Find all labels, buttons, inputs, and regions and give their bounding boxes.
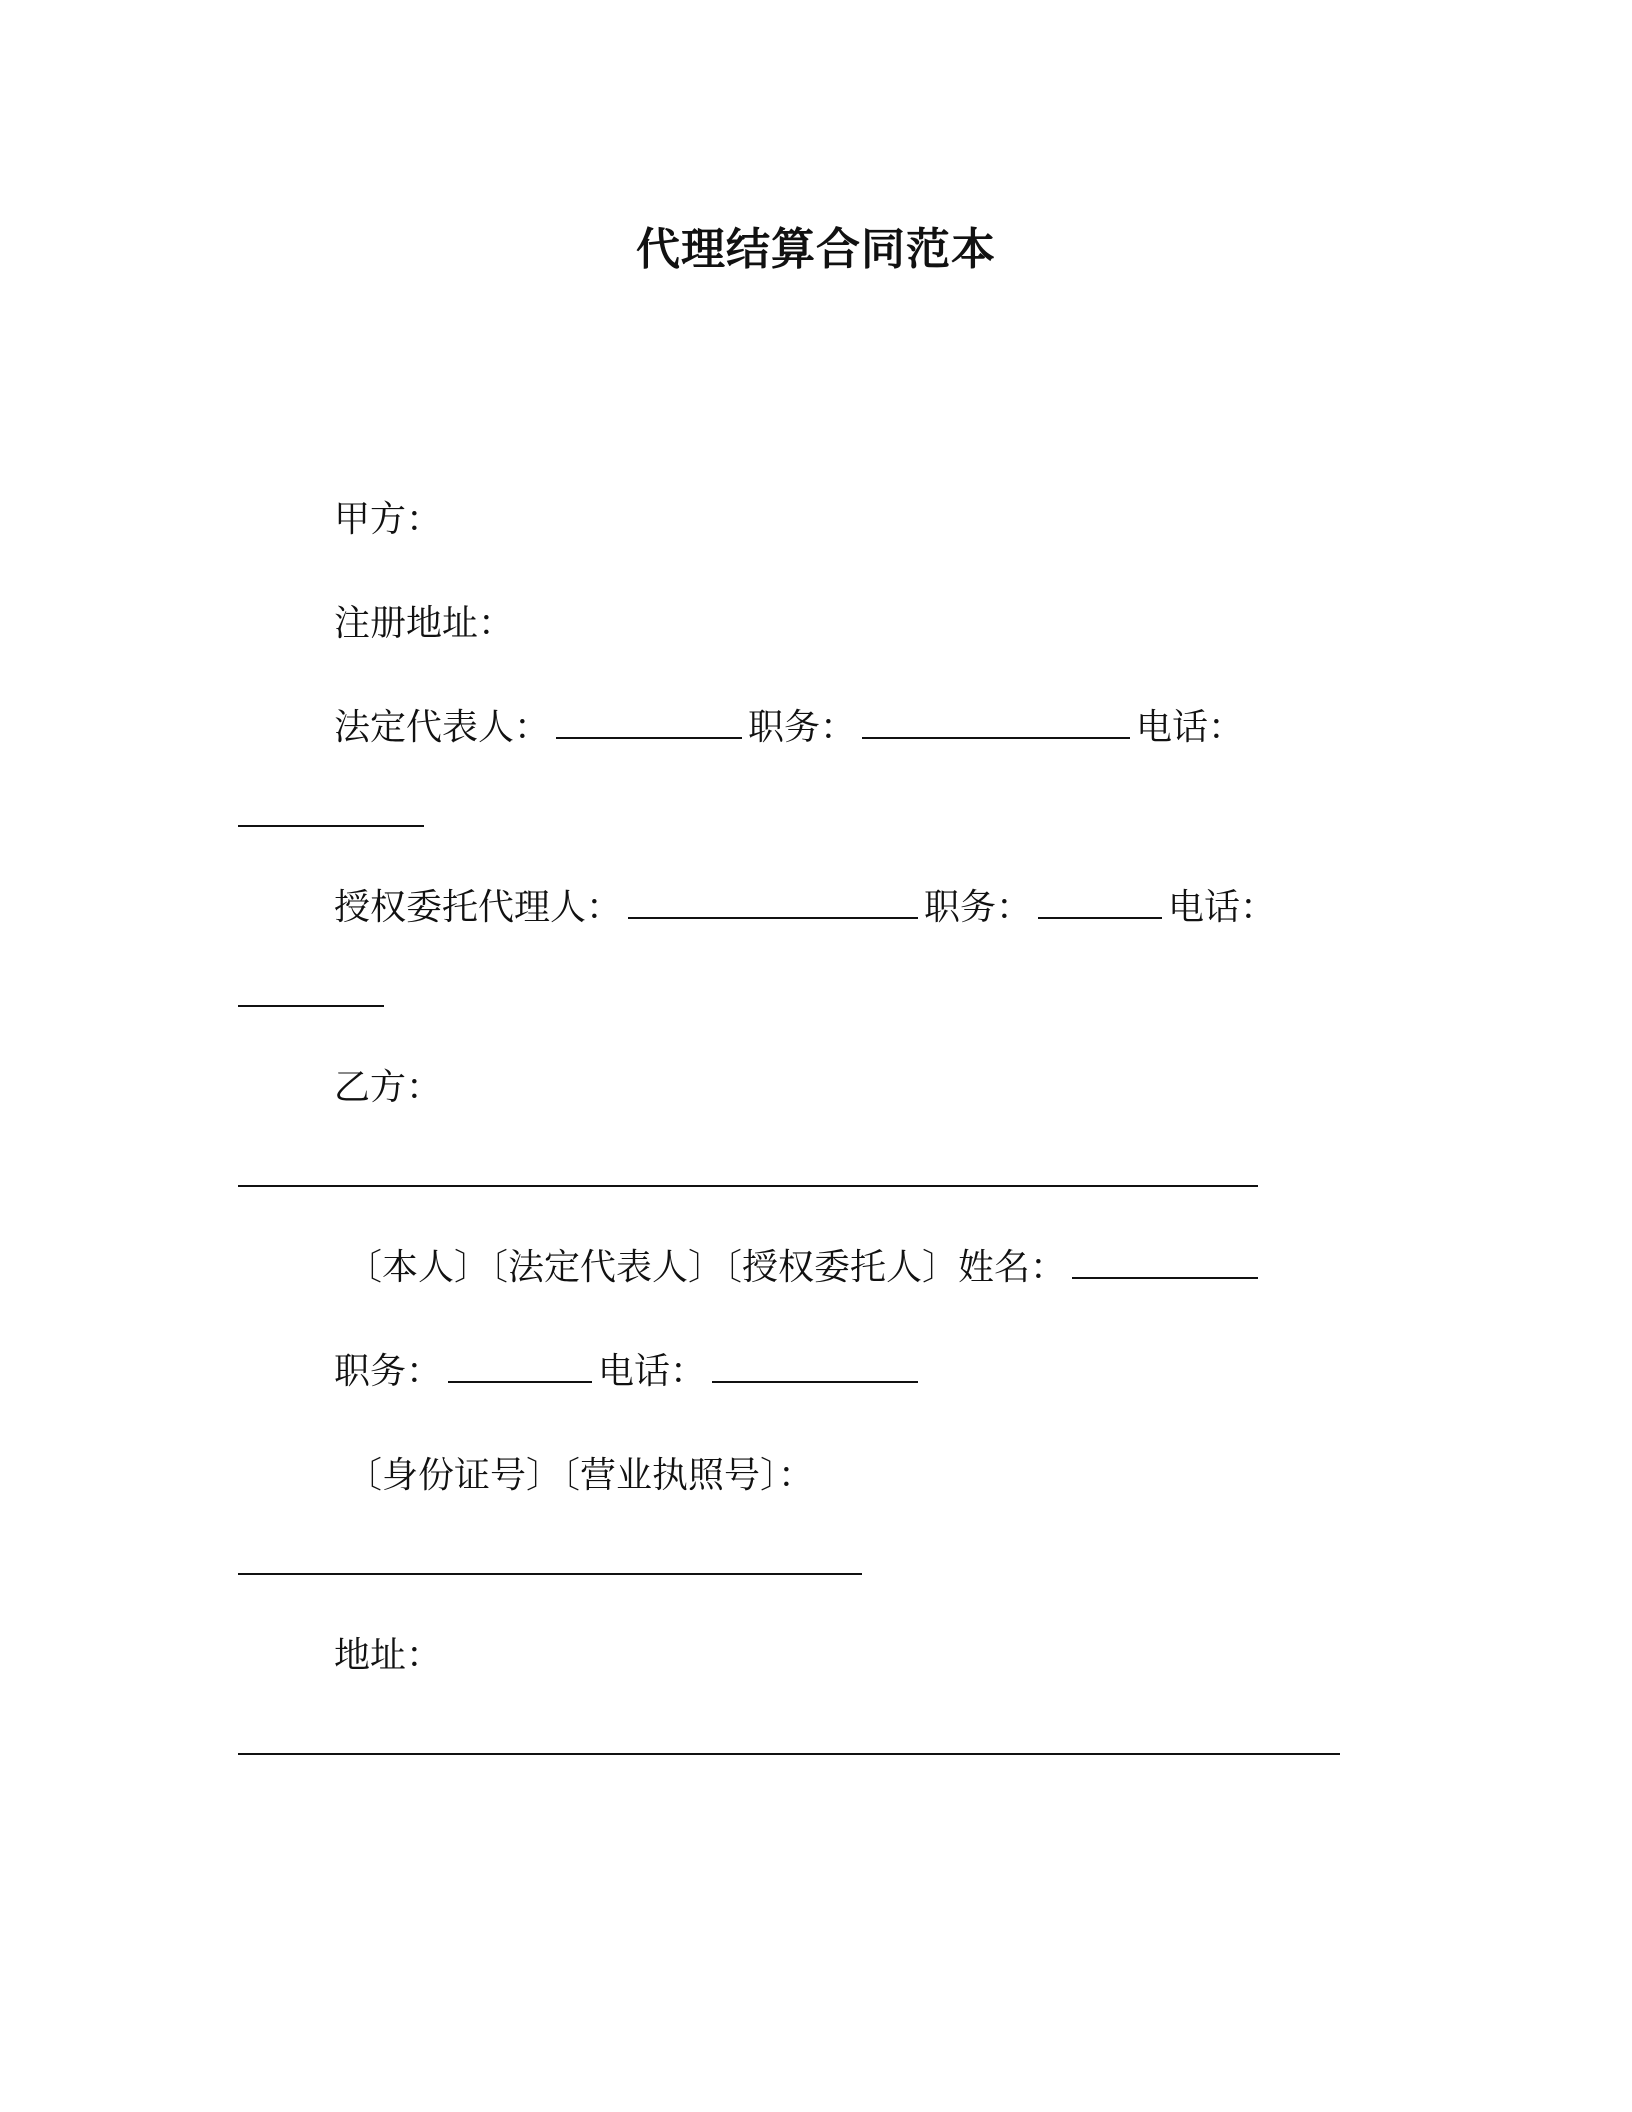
- legal-rep-phone-continuation: [238, 792, 430, 840]
- legal-rep-blank[interactable]: [556, 707, 742, 739]
- authorized-agent-position-blank[interactable]: [1038, 887, 1162, 919]
- party-a-label: 甲方：: [334, 499, 443, 540]
- legal-rep-line: [334, 704, 1244, 752]
- authorized-agent-phone-continuation: [238, 972, 390, 1020]
- bracket-license-number: 〔营业执照号〕: [562, 1455, 779, 1496]
- party-b-phone-blank[interactable]: [712, 1351, 918, 1383]
- party-b-name-continuation: [238, 1152, 1264, 1200]
- authorized-agent-phone-label: 电话：: [1168, 887, 1277, 928]
- legal-rep-position-blank[interactable]: [862, 707, 1130, 739]
- party-b-name-blank[interactable]: [238, 1155, 1258, 1187]
- party-b-id-continuation: [238, 1540, 868, 1588]
- party-b-identity-line: [346, 1244, 1264, 1292]
- registered-address-line: [334, 600, 514, 648]
- party-b-address-blank[interactable]: [238, 1723, 1340, 1755]
- legal-rep-label: 法定代表人：: [334, 707, 551, 748]
- document-title: 代理结算合同范本: [636, 224, 996, 275]
- party-b-position-label: 职务：: [334, 1351, 443, 1392]
- party-b-person-name-blank[interactable]: [1072, 1247, 1258, 1279]
- authorized-agent-position-label: 职务：: [924, 887, 1033, 928]
- bracket-authorized: 〔授权委托人〕: [724, 1247, 959, 1288]
- party-b-position-line: [334, 1348, 924, 1396]
- bracket-id-number: 〔身份证号〕: [346, 1455, 563, 1496]
- legal-rep-phone-blank[interactable]: [238, 795, 424, 827]
- authorized-agent-line: [334, 884, 1276, 932]
- id-colon: ：: [778, 1455, 815, 1496]
- party-b-name-label: 姓名：: [958, 1247, 1067, 1288]
- authorized-agent-phone-blank[interactable]: [238, 975, 384, 1007]
- party-b-address-continuation: [238, 1720, 1346, 1768]
- party-b-address-label: 地址：: [334, 1635, 443, 1676]
- party-b-position-blank[interactable]: [448, 1351, 592, 1383]
- party-b-id-blank[interactable]: [238, 1543, 862, 1575]
- bracket-self: 〔本人〕: [346, 1247, 491, 1288]
- party-b-line: [334, 1064, 442, 1112]
- registered-address-label: 注册地址：: [334, 603, 515, 644]
- party-b-address-line: [334, 1632, 442, 1680]
- party-b-id-line: [346, 1452, 814, 1500]
- party-b-label: 乙方：: [334, 1067, 443, 1108]
- party-a-line: [334, 496, 442, 544]
- legal-rep-phone-label: 电话：: [1136, 707, 1245, 748]
- party-b-phone-label: 电话：: [598, 1351, 707, 1392]
- bracket-legal-rep: 〔法定代表人〕: [490, 1247, 725, 1288]
- legal-rep-position-label: 职务：: [748, 707, 857, 748]
- authorized-agent-blank[interactable]: [628, 887, 918, 919]
- authorized-agent-label: 授权委托代理人：: [334, 887, 623, 928]
